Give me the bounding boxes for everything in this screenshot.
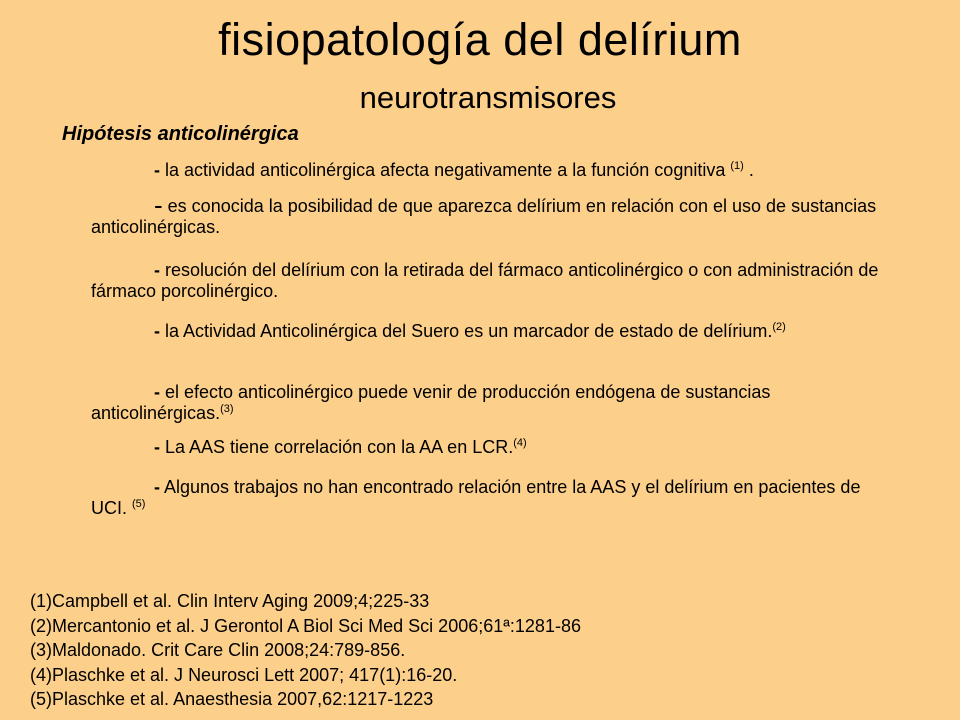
slide-subtitle-text: neurotransmisores <box>359 80 617 115</box>
references-list <box>30 589 581 712</box>
bullet-item <box>91 190 891 238</box>
reference-item: (3)Maldonado. Crit Care Clin 2008;24:789-856. <box>30 640 406 660</box>
bullet-text: La AAS tiene correlación con la AA en LCR. <box>160 437 514 457</box>
bullet-dash: - <box>154 477 160 497</box>
bullet-text: Algunos trabajos no han encontrado relación entre la AAS y el delírium en pacientes de UCI. <box>91 477 861 518</box>
reference-item: (4)Plaschke et al. J Neurosci Lett 2007; 417(1):16-20. <box>30 664 458 685</box>
bullet-text: la actividad anticolinérgica afecta negativamente a la función cognitiva <box>160 160 731 180</box>
bullet-text: resolución del delírium con la retirada del fármaco anticolinérgico o con administración de fármaco porcolinérgico. <box>91 260 879 301</box>
citation-marker: (1) <box>730 160 744 172</box>
citation-marker: (2) <box>772 321 786 333</box>
reference-item: (1)Campbell et al. Clin Interv Aging 2009;4;225-33 <box>30 591 430 611</box>
bullet-text: es conocida la posibilidad de que aparezca delírium en relación con el uso de sustancias anticolinérgicas. <box>91 196 877 237</box>
section-heading: Hipótesis anticolinérgica <box>62 123 299 145</box>
bullet-item <box>91 477 891 519</box>
bullet-item <box>91 321 891 342</box>
bullet-item <box>91 160 891 181</box>
bullet-text: la Actividad Anticolinérgica del Suero es un marcador de estado de delírium. <box>160 321 773 341</box>
citation-marker: (4) <box>513 437 527 449</box>
bullet-item <box>91 437 891 458</box>
bullet-text: el efecto anticolinérgico puede venir de producción endógena de sustancias anticolinérgicas. <box>91 382 771 423</box>
bullet-item <box>91 260 891 302</box>
reference-item: (5)Plaschke et al. Anaesthesia 2007,62:1217-1223 <box>30 689 434 709</box>
bullet-dash: - <box>154 260 160 280</box>
citation-marker: (3) <box>220 403 234 415</box>
reference-item: (2)Mercantonio et al. J Gerontol A Biol Sci Med Sci 2006;61ª:1281-86 <box>30 615 581 636</box>
bullet-dash: - <box>154 321 160 341</box>
bullet-tail: . <box>743 160 754 180</box>
bullet-dash: - <box>154 437 160 457</box>
slide-title: fisiopatología del delírium <box>218 14 742 65</box>
bullet-item <box>91 382 891 424</box>
bullet-dash: - <box>154 160 160 180</box>
citation-marker: (5) <box>132 498 146 510</box>
bullet-dash: - <box>154 190 163 220</box>
bullet-dash: - <box>154 382 160 402</box>
